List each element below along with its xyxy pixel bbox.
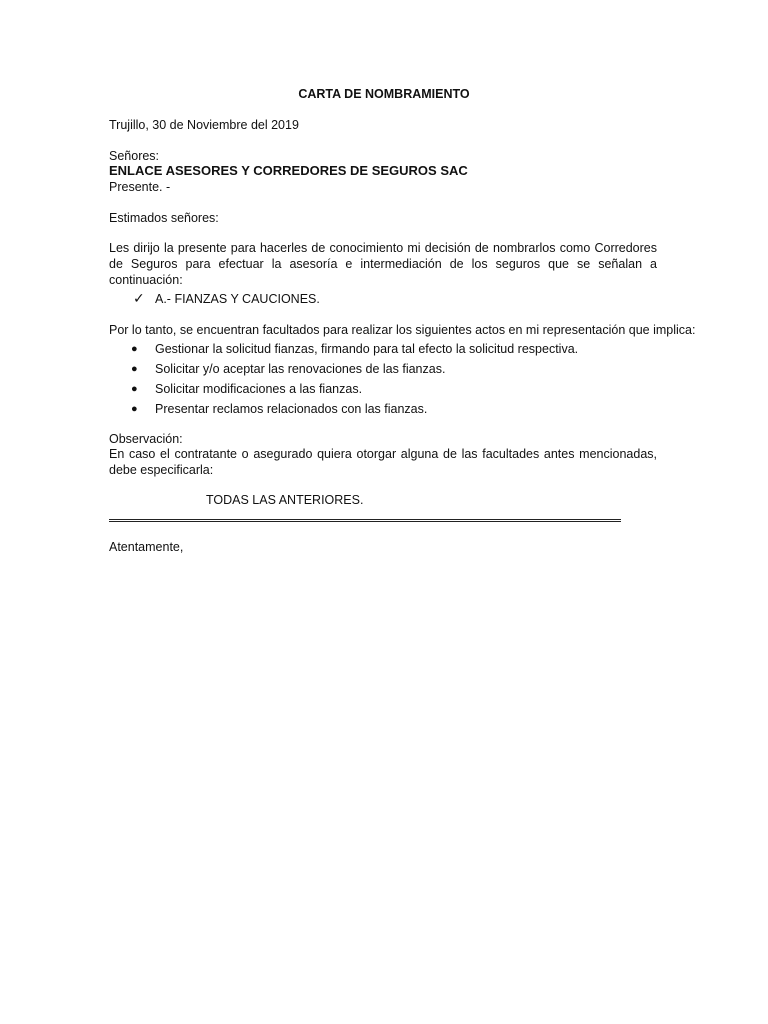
salutation-to: Señores: — [109, 149, 160, 163]
bullet-icon: ● — [131, 343, 138, 355]
place-date: Trujillo, 30 de Noviembre del 2019 — [109, 118, 299, 132]
checked-item-label: A.- FIANZAS Y CAUCIONES. — [155, 292, 320, 306]
bullet-icon: ● — [131, 363, 138, 375]
check-icon: ✓ — [133, 290, 145, 306]
list-item: ● Solicitar y/o aceptar las renovaciones de las fianzas. — [131, 362, 446, 376]
greeting: Estimados señores: — [109, 211, 219, 225]
bullet-icon: ● — [131, 403, 138, 415]
list-item: ● Gestionar la solicitud fianzas, firmando para tal efecto la solicitud respectiva. — [131, 342, 579, 356]
letter-title: CARTA DE NOMBRAMIENTO — [298, 87, 470, 101]
observation-text: En caso el contratante o asegurado quiera otorgar alguna de las facultades antes mencionadas, debe especificarla: — [109, 447, 657, 477]
intro-paragraph: Les dirijo la presente para hacerles de conocimiento mi decisión de nombrarlos como Corredores de Seguros para efectuar la asesoría e intermediación de los seguros que se señalan a continuación: — [109, 241, 657, 287]
company-name: ENLACE ASESORES Y CORREDORES DE SEGUROS SAC — [109, 163, 468, 178]
powers-intro: Por lo tanto, se encuentran facultados para realizar los siguientes actos en mi representación que implica: — [109, 323, 696, 337]
powers-list — [109, 341, 578, 421]
signature-rule — [109, 519, 621, 520]
closing: Atentamente, — [109, 540, 184, 554]
list-item: ● Solicitar modificaciones a las fianzas. — [131, 382, 363, 396]
signature-rule-underline — [109, 521, 621, 522]
specified-value: TODAS LAS ANTERIORES. — [206, 493, 364, 507]
presente: Presente. - — [109, 180, 171, 194]
list-item: ● Presentar reclamos relacionados con las fianzas. — [131, 402, 428, 416]
checked-item — [133, 290, 320, 307]
bullet-icon: ● — [131, 383, 138, 395]
observation-label: Observación: — [109, 432, 183, 446]
